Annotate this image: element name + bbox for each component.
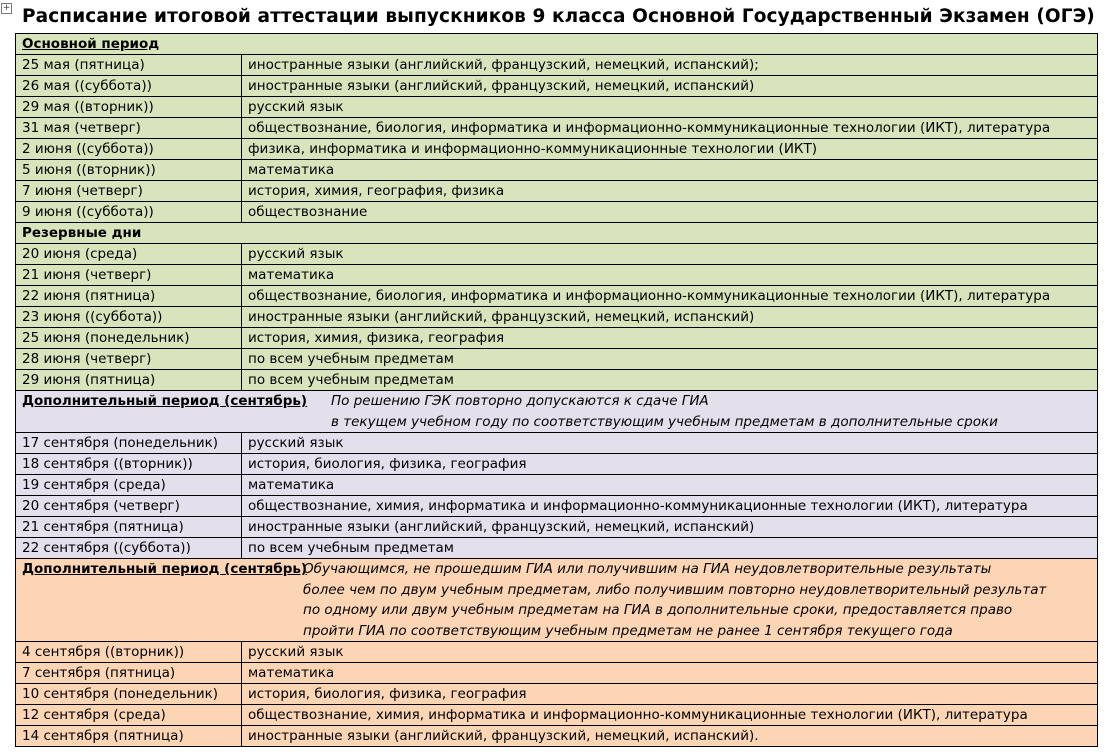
subjects-cell: обществознание, химия, информатика и информационно-коммуникационные технологии (ИКТ), литература bbox=[242, 496, 1098, 517]
table-row bbox=[16, 55, 1098, 76]
section-header-additional-2 bbox=[16, 559, 1098, 642]
date-cell: 17 сентября (понедельник) bbox=[16, 433, 242, 454]
date-cell: 7 сентября (пятница) bbox=[16, 663, 242, 684]
subjects-cell: обществознание, биология, информатика и информационно-коммуникационные технологии (ИКТ), литература bbox=[242, 118, 1098, 139]
subjects-cell: математика bbox=[242, 663, 1098, 684]
table-row bbox=[16, 538, 1098, 559]
schedule-table bbox=[15, 33, 1098, 747]
date-cell: 20 июня (среда) bbox=[16, 244, 242, 265]
date-cell: 29 июня (пятница) bbox=[16, 370, 242, 391]
table-move-handle-icon[interactable]: + bbox=[2, 3, 11, 13]
section-heading: Дополнительный период (сентябрь) bbox=[22, 393, 308, 409]
date-cell: 20 сентября (четверг) bbox=[16, 496, 242, 517]
subjects-cell: обществознание bbox=[242, 202, 1098, 223]
section-note bbox=[303, 559, 1046, 641]
table-row bbox=[16, 496, 1098, 517]
date-cell: 12 сентября (среда) bbox=[16, 705, 242, 726]
table-row bbox=[16, 160, 1098, 181]
section-heading: Дополнительный период (сентябрь) bbox=[22, 561, 308, 577]
subjects-cell: математика bbox=[242, 265, 1098, 286]
date-cell: 9 июня ((суббота)) bbox=[16, 202, 242, 223]
table-row bbox=[16, 433, 1098, 454]
subjects-cell: история, химия, география, физика bbox=[242, 181, 1098, 202]
table-row bbox=[16, 286, 1098, 307]
subjects-cell: иностранные языки (английский, французский, немецкий, испанский). bbox=[242, 726, 1098, 747]
date-cell: 25 июня (понедельник) bbox=[16, 328, 242, 349]
subjects-cell: по всем учебным предметам bbox=[242, 538, 1098, 559]
date-cell: 28 июня (четверг) bbox=[16, 349, 242, 370]
table-row bbox=[16, 244, 1098, 265]
subjects-cell: иностранные языки (английский, французский, немецкий, испанский) bbox=[242, 76, 1098, 97]
date-cell: 5 июня ((вторник)) bbox=[16, 160, 242, 181]
table-row bbox=[16, 517, 1098, 538]
page-title: Расписание итоговой аттестации выпускников 9 класса Основной Государственный Экзамен (ОГЭ) bbox=[22, 6, 1095, 27]
subjects-cell: русский язык bbox=[242, 433, 1098, 454]
subjects-cell: иностранные языки (английский, французский, немецкий, испанский); bbox=[242, 55, 1098, 76]
date-cell: 29 мая ((вторник)) bbox=[16, 97, 242, 118]
table-row bbox=[16, 726, 1098, 747]
date-cell: 4 сентября ((вторник)) bbox=[16, 642, 242, 663]
table-row bbox=[16, 181, 1098, 202]
section-heading: Основной период bbox=[22, 36, 160, 52]
section-heading: Резервные дни bbox=[22, 225, 142, 241]
subjects-cell: по всем учебным предметам bbox=[242, 370, 1098, 391]
subjects-cell: история, биология, физика, география bbox=[242, 454, 1098, 475]
table-row bbox=[16, 663, 1098, 684]
date-cell: 22 июня (пятница) bbox=[16, 286, 242, 307]
table-row bbox=[16, 97, 1098, 118]
subjects-cell: физика, информатика и информационно-коммуникационные технологии (ИКТ) bbox=[242, 139, 1098, 160]
table-row bbox=[16, 705, 1098, 726]
note-line: более чем по двум учебным предметам, либо получившим повторно неудовлетворительный результат bbox=[303, 581, 1047, 598]
date-cell: 21 июня (четверг) bbox=[16, 265, 242, 286]
table-row bbox=[16, 642, 1098, 663]
date-cell: 25 мая (пятница) bbox=[16, 55, 242, 76]
note-line: по одному или двум учебным предметам на ГИА в дополнительные сроки, предоставляется право bbox=[303, 602, 1013, 618]
date-cell: 21 сентября (пятница) bbox=[16, 517, 242, 538]
date-cell: 31 мая (четверг) bbox=[16, 118, 242, 139]
subjects-cell: по всем учебным предметам bbox=[242, 349, 1098, 370]
table-row bbox=[16, 328, 1098, 349]
subjects-cell: русский язык bbox=[242, 97, 1098, 118]
date-cell: 18 сентября ((вторник)) bbox=[16, 454, 242, 475]
date-cell: 19 сентября (среда) bbox=[16, 475, 242, 496]
table-row bbox=[16, 76, 1098, 97]
subjects-cell: обществознание, биология, информатика и информационно-коммуникационные технологии (ИКТ), литература bbox=[242, 286, 1098, 307]
table-row bbox=[16, 307, 1098, 328]
note-line: пройти ГИА по соответствующим учебным предметам не ранее 1 сентября текущего года bbox=[303, 622, 953, 639]
date-cell: 23 июня ((суббота)) bbox=[16, 307, 242, 328]
date-cell: 26 мая ((суббота)) bbox=[16, 76, 242, 97]
date-cell: 14 сентября (пятница) bbox=[16, 726, 242, 747]
section-header-main bbox=[16, 34, 1098, 55]
table-row bbox=[16, 454, 1098, 475]
note-line: Обучающимся, не прошедшим ГИА или получившим на ГИА неудовлетворительные результаты bbox=[303, 561, 992, 577]
section-header-reserve bbox=[16, 223, 1098, 244]
note-line: По решению ГЭК повторно допускаются к сдаче ГИА bbox=[331, 393, 709, 409]
section-header-additional-1 bbox=[16, 391, 1098, 433]
table-row bbox=[16, 349, 1098, 370]
subjects-cell: русский язык bbox=[242, 244, 1098, 265]
section-note bbox=[331, 391, 998, 432]
table-row bbox=[16, 118, 1098, 139]
subjects-cell: история, химия, физика, география bbox=[242, 328, 1098, 349]
date-cell: 22 сентября ((суббота)) bbox=[16, 538, 242, 559]
subjects-cell: иностранные языки (английский, французский, немецкий, испанский) bbox=[242, 517, 1098, 538]
date-cell: 2 июня ((суббота)) bbox=[16, 139, 242, 160]
table-row bbox=[16, 370, 1098, 391]
table-row bbox=[16, 265, 1098, 286]
subjects-cell: обществознание, химия, информатика и информационно-коммуникационные технологии (ИКТ), литература bbox=[242, 705, 1098, 726]
table-row bbox=[16, 475, 1098, 496]
note-line: в текущем учебном году по соответствующим учебным предметам в дополнительные сроки bbox=[331, 413, 998, 430]
subjects-cell: история, биология, физика, география bbox=[242, 684, 1098, 705]
table-row bbox=[16, 684, 1098, 705]
subjects-cell: математика bbox=[242, 475, 1098, 496]
subjects-cell: иностранные языки (английский, французский, немецкий, испанский) bbox=[242, 307, 1098, 328]
date-cell: 7 июня (четверг) bbox=[16, 181, 242, 202]
table-row bbox=[16, 202, 1098, 223]
subjects-cell: русский язык bbox=[242, 642, 1098, 663]
subjects-cell: математика bbox=[242, 160, 1098, 181]
date-cell: 10 сентября (понедельник) bbox=[16, 684, 242, 705]
table-row bbox=[16, 139, 1098, 160]
